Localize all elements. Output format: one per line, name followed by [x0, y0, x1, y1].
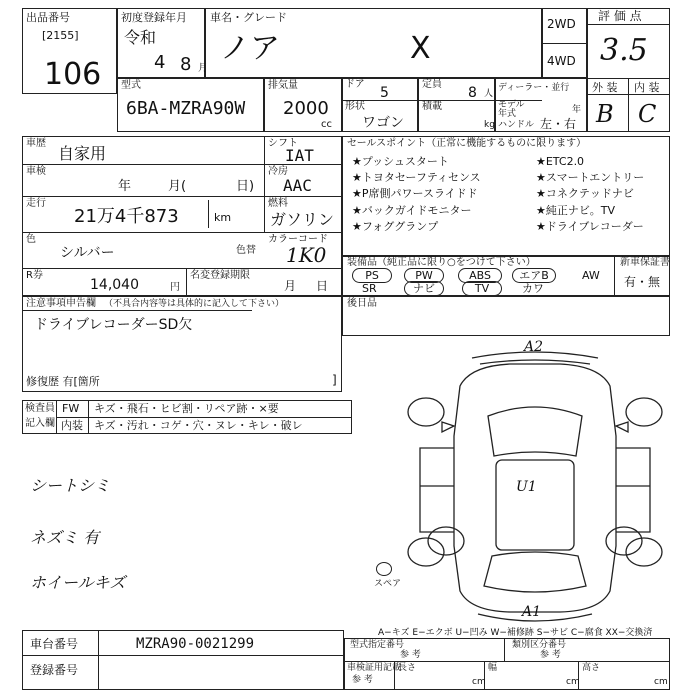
first-reg-month: 8 [180, 54, 192, 75]
mileage-unit: km [214, 211, 232, 224]
shape-label: 形状 [345, 101, 365, 112]
sales-point: ★ETC2.0 [536, 155, 585, 168]
notes-text: ドライブレコーダーSD欠 [34, 317, 193, 333]
rear-equipment-box [342, 296, 670, 336]
color-code-label: カラーコード [268, 234, 328, 245]
width-unit: cm [566, 677, 580, 687]
chassis-label: 車台番号 [30, 637, 79, 651]
first-reg-era: 令和 [124, 28, 157, 47]
rear-equipment-label: 後日品 [347, 298, 377, 309]
color-value: シルバー [60, 245, 115, 261]
category-label: 類別区分番号 [512, 640, 567, 650]
name-change-day: 日 [316, 279, 329, 293]
name-change-label: 名変登録期限 [190, 270, 250, 281]
model-year-unit: 年 [572, 105, 582, 115]
aircon-value: AAC [283, 176, 312, 195]
mileage-label: 走行 [26, 198, 46, 209]
inspection-year: 年 [118, 179, 132, 194]
damage-mark-center: U1 [516, 479, 537, 495]
repair-history: 修復歴 有[箇所 [26, 375, 100, 388]
sales-point: ★フォググランプ [352, 220, 439, 233]
shift-label: シフト [268, 138, 298, 149]
exterior-grade: B [596, 100, 614, 128]
lot-label: 出品番号 [26, 11, 70, 24]
drive-2wd: 2WD [547, 17, 576, 31]
notes-title: 注意事項申告欄 [26, 298, 96, 309]
inspection-month: 月( [168, 179, 187, 194]
model-grade: X [410, 31, 431, 66]
handle-value: 左・右 [540, 117, 577, 131]
equip-ps: PS [352, 268, 392, 283]
height-unit: cm [654, 677, 668, 687]
model-label: 車名・グレード [210, 11, 287, 24]
sales-points-title: セールスポイント（正常に機能するものに限ります） [347, 138, 587, 149]
designation-label: 型式指定番号 [350, 640, 405, 650]
mileage-value: 21万4千873 [74, 206, 179, 227]
inspector-label-1: 検査員 [25, 403, 55, 414]
type-value: 6BA-MZRA90W [126, 98, 246, 119]
spare-tire-icon [376, 562, 392, 576]
warranty-value: 有・無 [624, 275, 661, 289]
damage-legend: A−キズ E−エクボ U−凹み W−補修跡 S−サビ C−腐食 XX−交換済 [378, 628, 653, 638]
length-label: 長さ [398, 663, 417, 673]
fuel-label: 燃料 [268, 198, 288, 209]
handle-label: ハンドル [498, 120, 535, 130]
first-reg-month-unit: 月 [198, 63, 208, 74]
aircon-label: 冷房 [268, 166, 288, 177]
damage-mark-rear: A1 [522, 604, 542, 620]
model-year-label-1: モデル [498, 100, 525, 110]
recycle-label: R券 [26, 270, 43, 281]
sales-point: ★バックガイドモニター [352, 204, 472, 217]
inspection-day: 日) [236, 179, 255, 194]
rating-label: 評 価 点 [598, 9, 642, 23]
load-unit: kg [484, 120, 495, 130]
capacity-unit: 人 [484, 89, 494, 99]
dealer-label: ディーラー・並行 [498, 83, 570, 93]
equip-navi: ナビ [404, 281, 444, 296]
handwritten-note-1: シートシミ [30, 476, 111, 495]
handwritten-note-3: ホイールキズ [30, 573, 126, 592]
doors-value: 5 [380, 85, 389, 101]
equip-airbag: エアB [512, 268, 556, 283]
chassis-value: MZRA90-0021299 [136, 636, 255, 652]
color-label: 色 [26, 234, 36, 245]
drive-4wd: 4WD [547, 54, 576, 68]
capacity-value: 8 [468, 85, 477, 101]
handwritten-note-2: ネズミ 有 [30, 528, 100, 547]
displacement-value: 2000 [283, 98, 329, 119]
vehicle-use-value: 自家用 [58, 144, 107, 163]
notes-sub: （不具合内容等は具体的に記入して下さい） [104, 299, 285, 309]
length-unit: cm [472, 677, 486, 687]
exterior-label: 外 装 [592, 81, 618, 94]
first-reg-label: 初度登録年月 [121, 11, 187, 24]
shape-value: ワゴン [362, 115, 404, 131]
equip-sr: SR [362, 282, 377, 295]
sales-point: ★純正ナビ。TV [536, 204, 615, 217]
sales-point: ★P席側パワースライドド [352, 187, 478, 200]
height-label: 高さ [582, 663, 601, 673]
doors-label: ドア [345, 79, 365, 90]
type-label: 型式 [121, 80, 141, 91]
first-reg-year: 4 [154, 52, 166, 73]
inspector-label-2: 記入欄 [25, 418, 55, 429]
shift-value: IAT [285, 146, 314, 165]
sales-point: ★トヨタセーフティセンス [352, 171, 481, 184]
category-ref: 参 考 [540, 650, 561, 660]
fuel-value: ガソリン [270, 210, 335, 229]
model-name: ノア [220, 31, 280, 66]
displacement-label: 排気量 [268, 80, 298, 91]
equipment-title: 装備品（純正品に限り○をつけて下さい） [347, 257, 536, 268]
inspector-fw-label: FW [62, 402, 80, 415]
cert-ref: 参 考 [352, 675, 373, 685]
displacement-unit: cc [321, 119, 332, 130]
color-code: 1K0 [286, 243, 327, 267]
cert-label: 車検証用記載 [347, 663, 402, 673]
width-label: 幅 [488, 663, 498, 673]
rating-score: 3.5 [600, 33, 648, 68]
equip-leather: カワ [522, 282, 544, 295]
recycle-unit: 円 [170, 282, 180, 293]
color-change-label: 色替 [236, 245, 256, 256]
equip-tv: TV [462, 281, 502, 296]
load-label: 積載 [422, 101, 442, 112]
sales-point: ★スマートエントリー [536, 171, 645, 184]
lot-code: [2155] [42, 29, 79, 42]
sales-point: ★プッシュスタート [352, 155, 449, 168]
repair-close: ] [332, 373, 337, 387]
name-change-month: 月 [284, 279, 297, 293]
lot-number: 106 [44, 57, 102, 92]
inspector-int-items: キズ・汚れ・コゲ・穴・ヌレ・キレ・破レ [94, 419, 303, 432]
capacity-label: 定員 [422, 79, 442, 90]
sales-point: ★ドライブレコーダー [536, 220, 644, 233]
sales-point: ★コネクテッドナビ [536, 187, 634, 200]
inspector-fw-items: キズ・飛石・ヒビ割・リペア跡・×要 [94, 402, 279, 415]
equip-aw: AW [582, 269, 600, 282]
model-year-label-2: 年式 [498, 109, 517, 119]
vehicle-use-label: 車歴 [26, 138, 46, 149]
equip-pw: PW [404, 268, 444, 283]
interior-label: 内 装 [634, 81, 660, 94]
inspection-label: 車検 [26, 166, 46, 177]
inspector-int-label: 内装 [61, 419, 83, 432]
warranty-label: 新車保証書 [620, 257, 670, 268]
damage-mark-front: A2 [524, 339, 544, 355]
interior-grade: C [638, 100, 657, 128]
recycle-value: 14,040 [90, 277, 139, 293]
registration-label: 登録番号 [30, 663, 79, 677]
spare-label: スペア [374, 579, 402, 589]
equip-abs: ABS [458, 268, 502, 283]
designation-ref: 参 考 [400, 650, 421, 660]
